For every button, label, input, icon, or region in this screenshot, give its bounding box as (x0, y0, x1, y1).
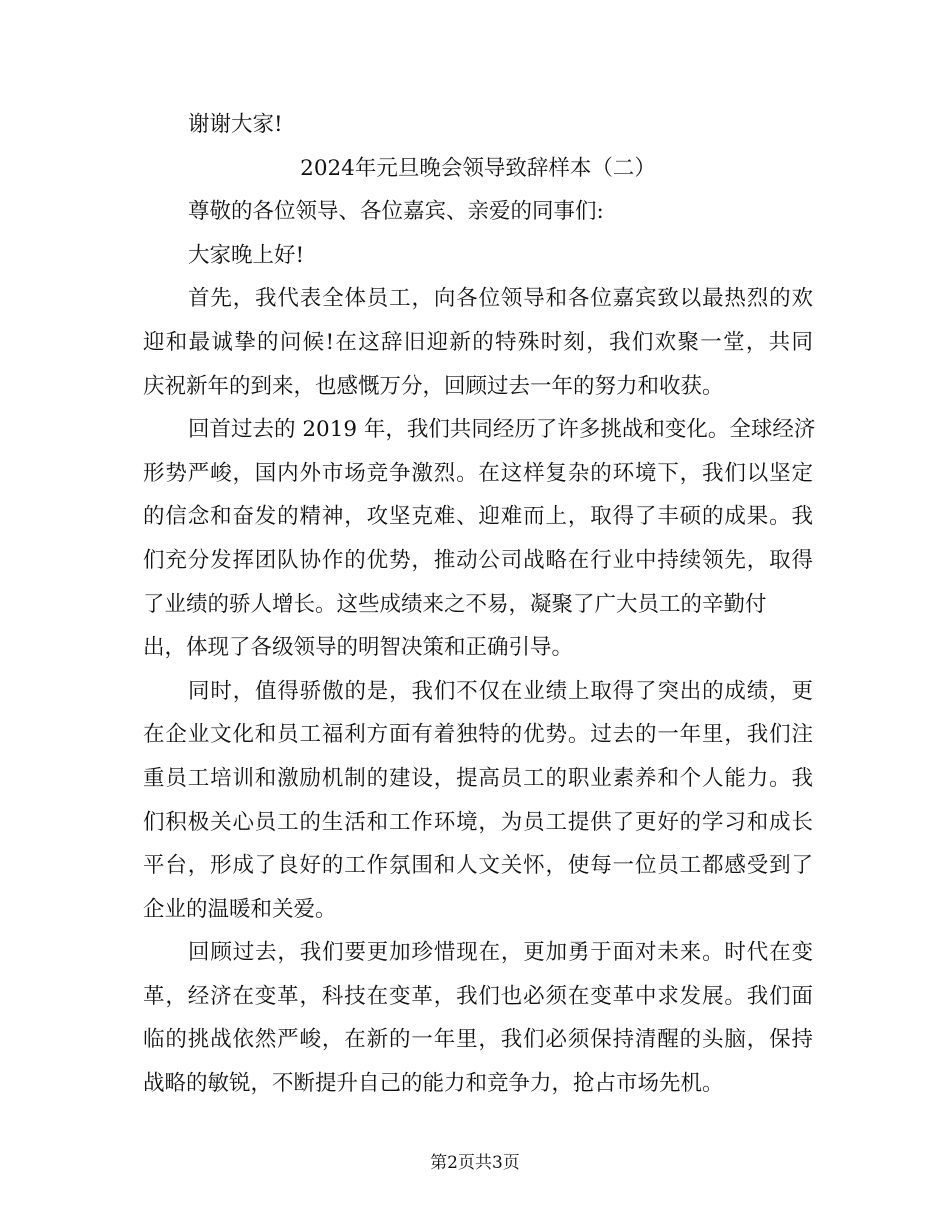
salutation: 尊敬的各位领导、各位嘉宾、亲爱的同事们: (188, 199, 604, 225)
document-body (143, 103, 816, 1106)
paragraph-line: 在企业文化和员工福利方面有着独特的优势。过去的一年里，我们注 (143, 722, 813, 748)
paragraph-line: 迎和最诚挚的问候!在这辞旧迎新的特殊时刻，我们欢聚一堂，共同 (143, 329, 813, 355)
paragraph-line: 同时，值得骄傲的是，我们不仅在业绩上取得了突出的成绩，更 (188, 678, 813, 704)
greeting: 大家晚上好! (188, 242, 305, 268)
paragraph-line: 们充分发挥团队协作的优势，推动公司战略在行业中持续领先，取得 (143, 547, 813, 573)
paragraph-line: 形势严峻，国内外市场竞争激烈。在这样复杂的环境下，我们以坚定 (143, 460, 813, 486)
closing-thanks: 谢谢大家! (188, 112, 283, 137)
page-number-footer: 第2页共3页 (430, 1153, 520, 1173)
paragraph-line: 的信念和奋发的精神，攻坚克难、迎难而上，取得了丰硕的成果。我 (143, 504, 813, 530)
paragraph-line: 出，体现了各级领导的明智决策和正确引导。 (143, 635, 574, 661)
paragraph-line: 了业绩的骄人增长。这些成绩来之不易，凝聚了广大员工的辛勤付 (143, 591, 767, 617)
paragraph-line: 们积极关心员工的生活和工作环境，为员工提供了更好的学习和成长 (143, 809, 813, 835)
paragraph-line: 首先，我代表全体员工，向各位领导和各位嘉宾致以最热烈的欢 (188, 286, 813, 312)
paragraph-line: 临的挑战依然严峻，在新的一年里，我们必须保持清醒的头脑，保持 (143, 1027, 813, 1053)
paragraph-2 (143, 408, 816, 670)
paragraph-line: 平台，形成了良好的工作氛围和人文关怀，使每一位员工都感受到了 (143, 853, 813, 879)
paragraph-line: 回顾过去，我们要更加珍惜现在，更加勇于面对未来。时代在变 (188, 940, 813, 966)
document-title: 2024年元旦晚会领导致辞样本（二） (300, 155, 656, 181)
paragraph-line: 革，经济在变革，科技在变革，我们也必须在变革中求发展。我们面 (143, 983, 813, 1009)
paragraph-line: 企业的温暖和关爱。 (143, 896, 337, 922)
paragraph-line: 战略的敏锐，不断提升自己的能力和竞争力，抢占市场先机。 (143, 1071, 724, 1097)
paragraph-line: 重员工培训和激励机制的建设，提高员工的职业素养和个人能力。我 (143, 765, 813, 791)
paragraph-4 (143, 931, 813, 1105)
paragraph-line: 回首过去的 2019 年，我们共同经历了许多挑战和变化。全球经济 (188, 417, 816, 443)
paragraph-line: 庆祝新年的到来，也感慨万分，回顾过去一年的努力和收获。 (143, 373, 724, 399)
paragraph-1 (143, 277, 813, 408)
paragraph-3 (143, 670, 813, 932)
